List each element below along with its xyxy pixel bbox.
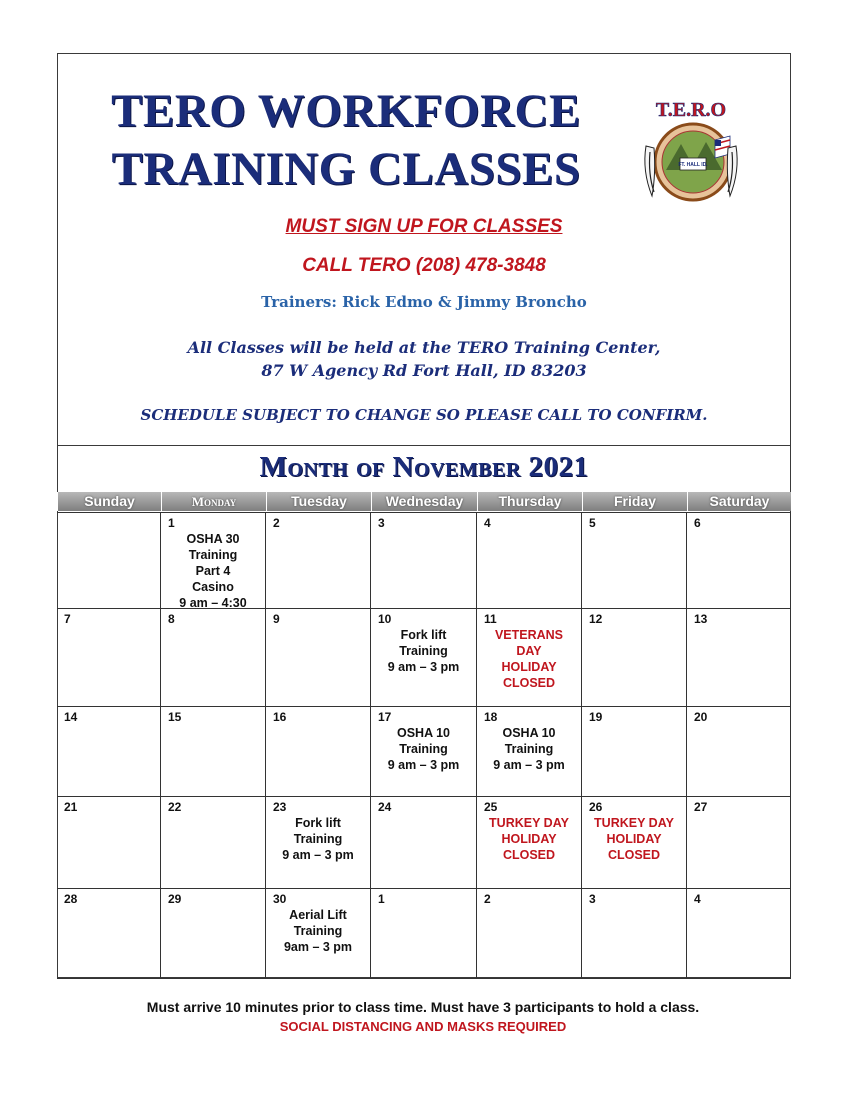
day-number: 2	[484, 892, 491, 906]
day-number: 30	[273, 892, 287, 906]
day-number: 22	[168, 800, 182, 814]
svg-text:T.E.R.O: T.E.R.O	[655, 99, 727, 121]
day-number: 20	[694, 710, 708, 724]
day-number: 7	[64, 612, 71, 626]
event-line: 9 am – 3 pm	[282, 848, 354, 862]
title-line-2: TRAINING CLASSES	[111, 143, 581, 195]
day-number: 4	[484, 516, 491, 530]
class-event	[161, 531, 265, 611]
event-line: Training	[399, 742, 448, 756]
weekday-sunday: Sunday	[57, 492, 161, 511]
calendar-day-cell	[582, 513, 687, 609]
event-line: Fork lift	[295, 816, 341, 830]
day-number: 29	[168, 892, 182, 906]
day-number: 25	[484, 800, 498, 814]
event-line: 9 am – 3 pm	[387, 758, 460, 772]
day-number: 26	[589, 800, 603, 814]
calendar-day-cell	[371, 797, 477, 889]
class-event	[371, 725, 476, 773]
calendar-week	[57, 609, 791, 707]
calendar-day-cell	[687, 797, 791, 889]
day-number: 2	[273, 516, 280, 530]
calendar-day-cell	[687, 513, 791, 609]
holiday-event	[477, 815, 581, 863]
day-number: 13	[694, 612, 708, 626]
event-line: DAY	[516, 644, 542, 658]
day-number: 12	[589, 612, 603, 626]
event-line: HOLIDAY	[501, 660, 557, 674]
day-number: 21	[64, 800, 78, 814]
event-line: 9am – 3 pm	[283, 940, 353, 954]
calendar-day-cell	[57, 513, 161, 609]
calendar-day-cell	[477, 707, 582, 797]
day-number: 6	[694, 516, 701, 530]
day-number: 4	[694, 892, 701, 906]
calendar-day-cell	[266, 707, 371, 797]
event-line: Training	[293, 924, 343, 938]
class-event	[371, 627, 476, 675]
calendar-day-cell	[582, 707, 687, 797]
title-line-1: TERO WORKFORCE	[111, 85, 581, 137]
calendar-day-cell	[266, 797, 371, 889]
event-line: TURKEY DAY	[489, 816, 569, 830]
event-line: Casino	[192, 580, 234, 594]
month-title: Month of November 2021	[259, 451, 589, 483]
calendar-day-cell	[161, 797, 266, 889]
signup-notice: MUST SIGN UP FOR CLASSES	[285, 216, 563, 237]
day-number: 3	[378, 516, 385, 530]
calendar-day-cell	[477, 889, 582, 979]
calendar-day-cell	[371, 707, 477, 797]
event-line: HOLIDAY	[501, 832, 557, 846]
day-number: 19	[589, 710, 603, 724]
weekday-thursday: Thursday	[477, 492, 582, 511]
weekday-wednesday: Wednesday	[371, 492, 477, 511]
location-line-2: 87 W Agency Rd Fort Hall, ID 83203	[261, 361, 587, 380]
calendar-day-cell	[161, 609, 266, 707]
class-event	[266, 907, 370, 955]
location-line-1: All Classes will be held at the TERO Training Center,	[187, 338, 661, 357]
calendar-grid	[57, 512, 791, 979]
event-line: OSHA 30	[186, 532, 240, 546]
day-number: 9	[273, 612, 280, 626]
svg-text:FT. HALL ID.: FT. HALL ID.	[678, 162, 708, 168]
calendar-day-cell	[57, 889, 161, 979]
section-divider	[57, 445, 791, 446]
day-number: 3	[589, 892, 596, 906]
calendar-day-cell	[266, 609, 371, 707]
schedule-note: SCHEDULE SUBJECT TO CHANGE SO PLEASE CALL TO CONFIRM.	[140, 406, 708, 424]
day-number: 11	[484, 612, 497, 626]
day-number: 28	[64, 892, 78, 906]
event-line: Training	[293, 832, 343, 846]
weekday-friday: Friday	[582, 492, 687, 511]
calendar-day-cell	[477, 797, 582, 889]
arrival-note: Must arrive 10 minutes prior to class time. Must have 3 participants to hold a class.	[146, 999, 700, 1015]
event-line: Fork lift	[400, 628, 447, 642]
calendar-day-cell	[477, 513, 582, 609]
event-line: CLOSED	[502, 676, 556, 690]
day-number: 8	[168, 612, 175, 626]
event-line: CLOSED	[607, 848, 661, 862]
calendar-day-cell	[371, 609, 477, 707]
day-number: 15	[168, 710, 182, 724]
day-number: 24	[378, 800, 392, 814]
calendar-day-cell	[371, 889, 477, 979]
masks-note: SOCIAL DISTANCING AND MASKS REQUIRED	[279, 1019, 567, 1034]
class-event	[266, 815, 370, 863]
calendar-day-cell	[582, 609, 687, 707]
day-number: 27	[694, 800, 708, 814]
calendar-day-cell	[161, 707, 266, 797]
day-number: 1	[378, 892, 385, 906]
calendar-day-cell	[266, 889, 371, 979]
event-line: Aerial Lift	[289, 908, 347, 922]
phone-number: CALL TERO (208) 478-3848	[302, 255, 546, 276]
calendar-day-cell	[57, 797, 161, 889]
calendar-week	[57, 707, 791, 797]
event-line: Part 4	[195, 564, 231, 578]
event-line: VETERANS	[494, 628, 564, 642]
trainers: Trainers: Rick Edmo & Jimmy Broncho	[261, 293, 587, 311]
calendar-day-cell	[687, 707, 791, 797]
calendar-day-cell	[687, 609, 791, 707]
calendar-day-cell	[266, 513, 371, 609]
calendar-day-cell	[161, 513, 266, 609]
weekday-monday: Monday	[161, 492, 266, 511]
event-line: CLOSED	[502, 848, 556, 862]
day-number: 10	[378, 612, 392, 626]
event-line: OSHA 10	[502, 726, 556, 740]
event-line: Training	[188, 548, 238, 562]
calendar-day-cell	[371, 513, 477, 609]
holiday-event	[582, 815, 686, 863]
day-number: 18	[484, 710, 498, 724]
day-number: 1	[168, 516, 175, 530]
event-line: TURKEY DAY	[594, 816, 674, 830]
day-number: 17	[378, 710, 392, 724]
calendar-day-cell	[582, 889, 687, 979]
calendar-day-cell	[57, 707, 161, 797]
calendar-day-cell	[582, 797, 687, 889]
day-number: 23	[273, 800, 287, 814]
day-number: 5	[589, 516, 596, 530]
event-line: Training	[504, 742, 554, 756]
weekday-tuesday: Tuesday	[266, 492, 371, 511]
calendar-week	[57, 889, 791, 979]
day-number: 16	[273, 710, 287, 724]
weekday-header	[57, 492, 791, 511]
calendar-week	[57, 513, 791, 609]
day-number: 14	[64, 710, 78, 724]
calendar-day-cell	[687, 889, 791, 979]
event-line: HOLIDAY	[606, 832, 662, 846]
holiday-event	[477, 627, 581, 691]
class-event	[477, 725, 581, 773]
calendar-day-cell	[161, 889, 266, 979]
calendar-day-cell	[477, 609, 582, 707]
event-line: Training	[399, 644, 448, 658]
calendar-week	[57, 797, 791, 889]
calendar-day-cell	[57, 609, 161, 707]
weekday-saturday: Saturday	[687, 492, 791, 511]
tero-logo	[636, 96, 746, 212]
event-line: OSHA 10	[396, 726, 451, 740]
event-line: 9 am – 4:30	[179, 596, 247, 610]
event-line: 9 am – 3 pm	[387, 660, 460, 674]
event-line: 9 am – 3 pm	[493, 758, 565, 772]
